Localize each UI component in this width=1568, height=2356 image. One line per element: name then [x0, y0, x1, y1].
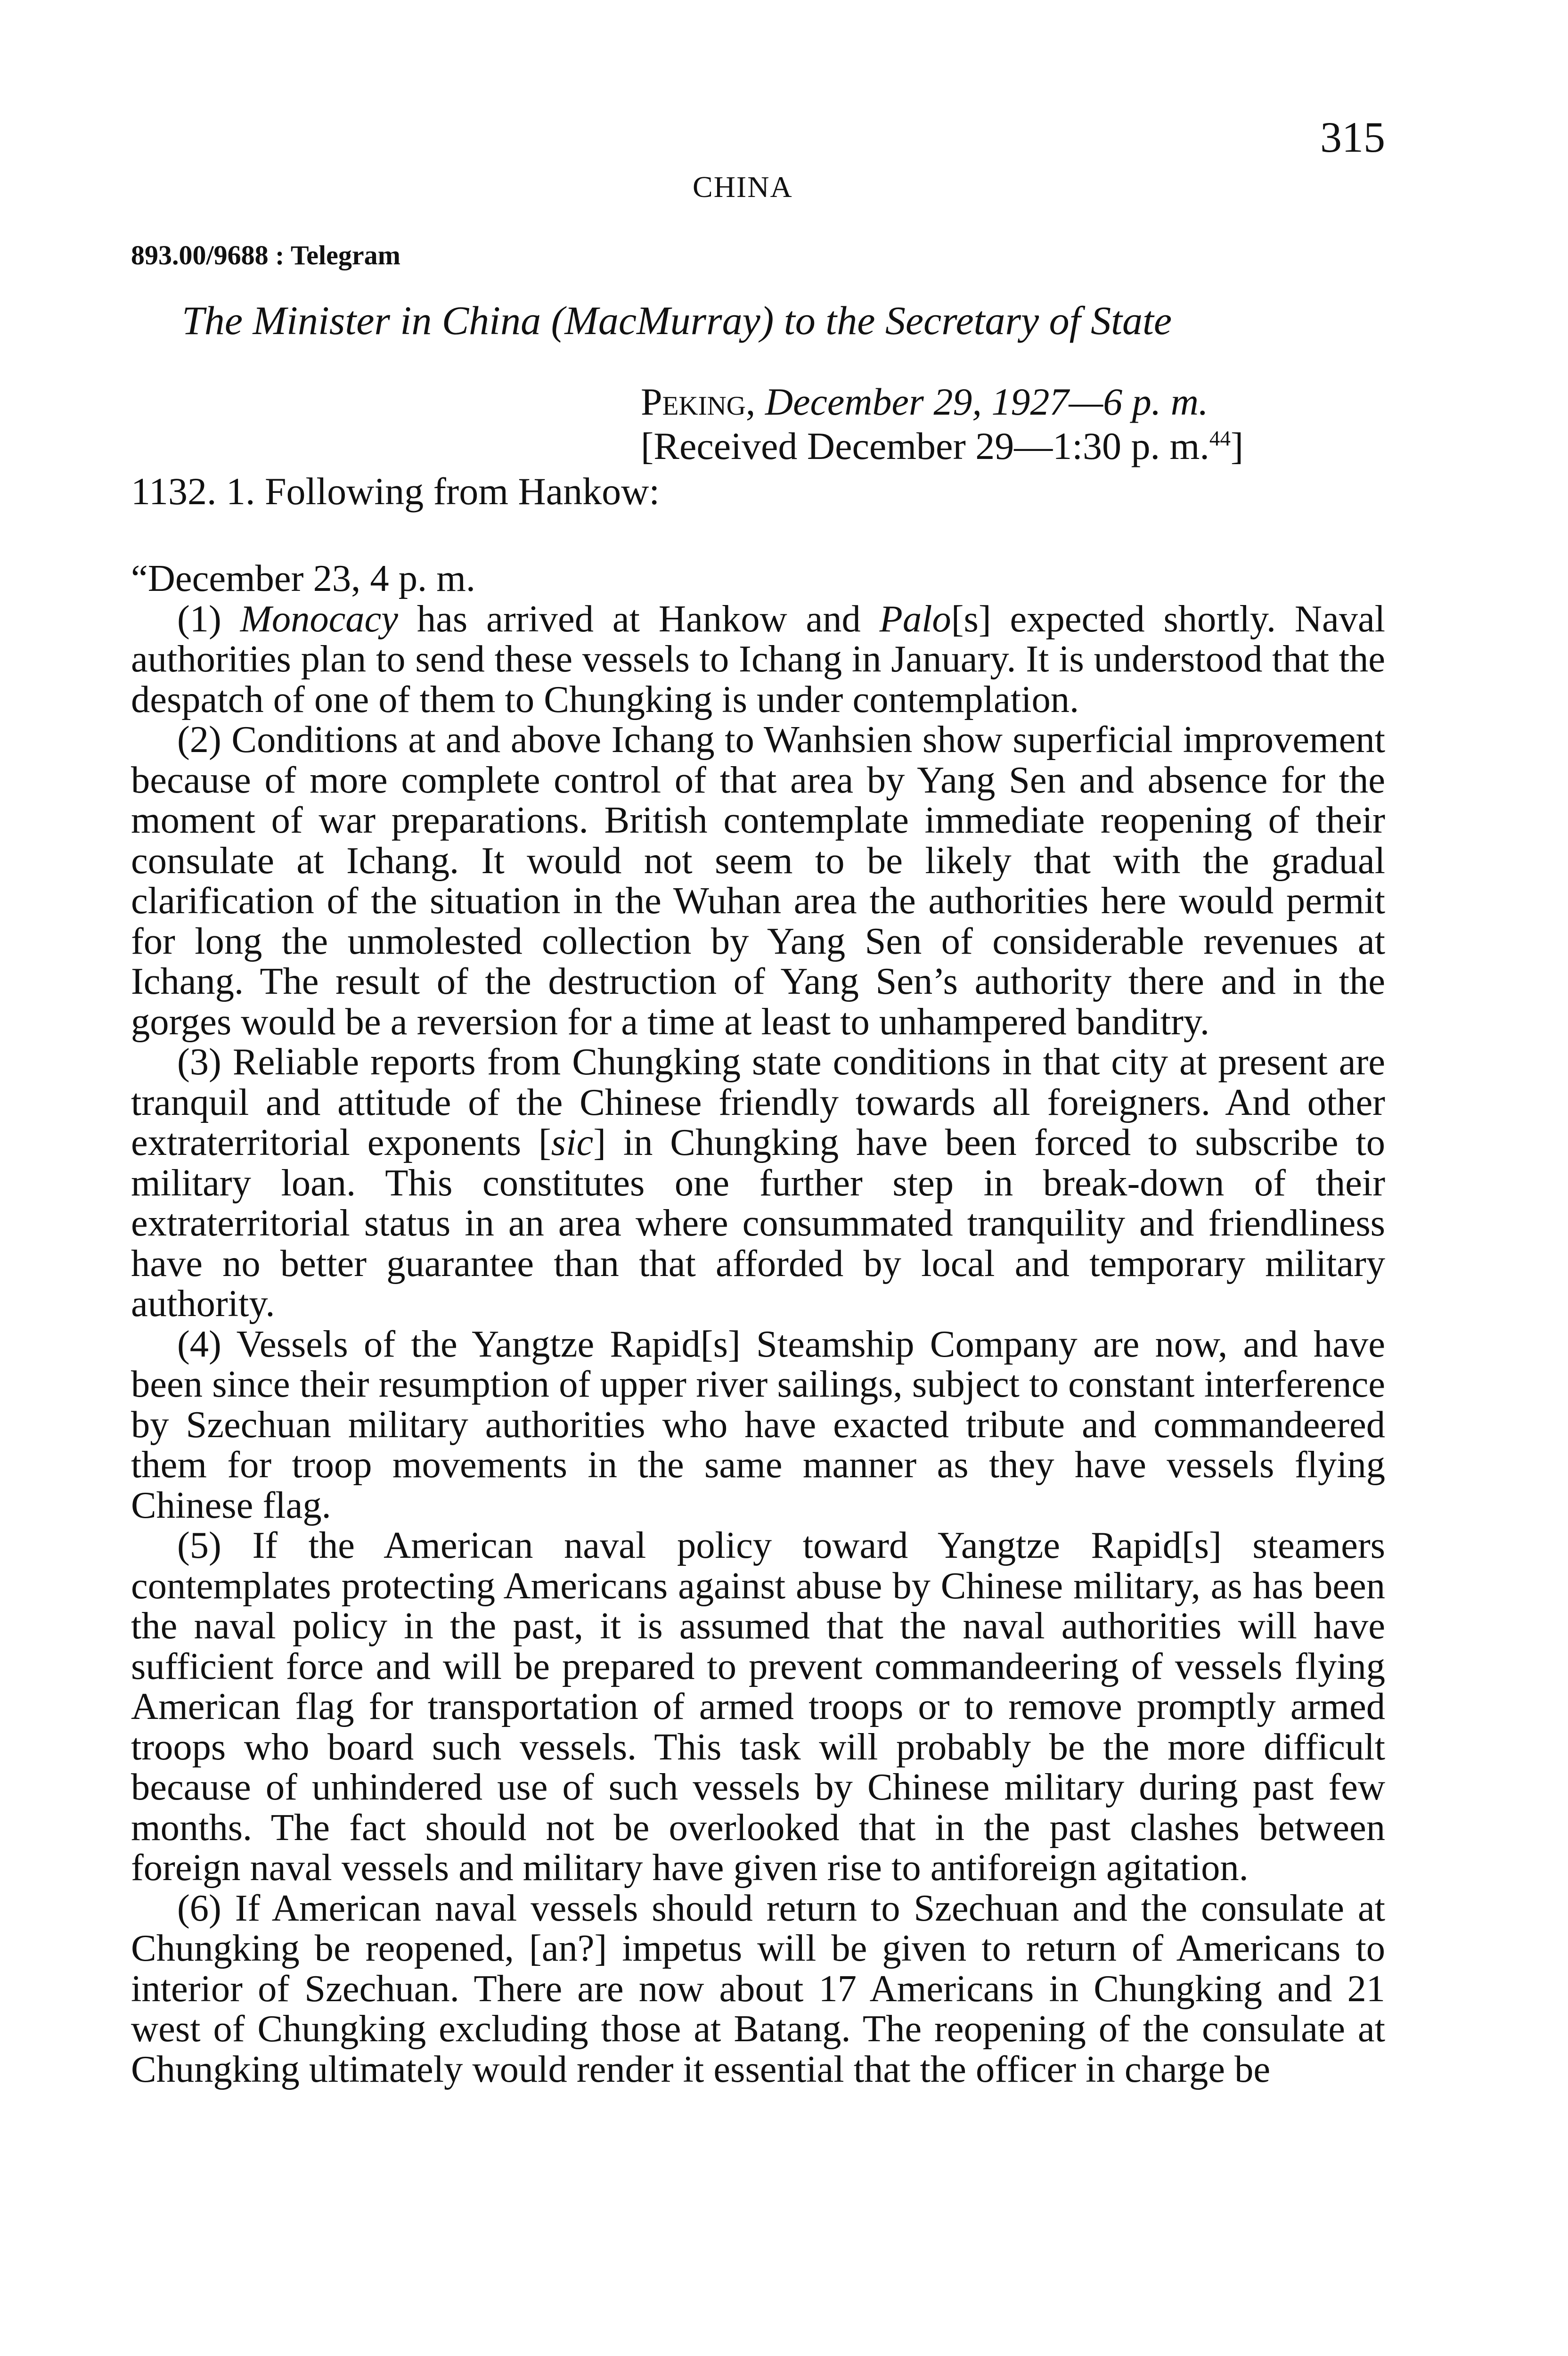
sic-note: sic	[551, 1121, 594, 1163]
running-head: CHINA	[693, 170, 793, 204]
paragraph-2: (2) Conditions at and above Ichang to Wanhsien show superficial improvement because of more complete control of that area by Yang Sen and absence for the moment of war preparations. British contemplate immediate reopening of their consulate at Ichang. It would not seem to be likely that with the gradual clarification of the situation in the Wuhan area the authorities here would permit for long the unmolested collection by Yang Sen of considerable revenues at Ichang. The result of the destruction of Yang Sen’s authority there and in the gorges would be a reversion for a time at least to unhampered banditry.	[131, 719, 1385, 1043]
page-number: 315	[1320, 113, 1385, 161]
received-close: ]	[1230, 425, 1244, 467]
paragraph-3: (3) Reliable reports from Chungking state conditions in that city at present are tranquil and attitude of the Chinese friendly towards all foreigners. And other extraterritorial exponents [sic] in Chungking have been forced to subscribe to military loan. This constitutes one further step in break-down of their extraterritorial status in an area where consummated tranquility and friendliness have no better guarantee than that afforded by local and temporary military authority.	[131, 1041, 1385, 1325]
paragraph-1-number: (1)	[177, 597, 221, 640]
paragraph-1: (1) Monocacy has arrived at Hankow and Palo[s] expected shortly. Naval authorities plan to send these vessels to Ichang in January. It is understood that the despatch of one of them to Chungking is under contemplation.	[131, 597, 1386, 720]
telegram-lead: 1132. 1. Following from Hankow:	[131, 470, 660, 513]
file-reference: 893.00/9688 : Telegram	[131, 240, 400, 270]
telegram-body	[131, 558, 1385, 2089]
paragraph-6: (6) If American naval vessels should return to Szechuan and the consulate at Chungking be reopened, [an?] impetus will be given to return of Americans to interior of Szechuan. There are now about 17 Americans in Chungking and 21 west of Chungking excluding those at Batang. The reopening of the consulate at Chungking ultimately would render it essential that the officer in charge be	[131, 1887, 1385, 2090]
dateline-date: December 29, 1927—6 p. m.	[765, 380, 1209, 423]
received-text: [Received December 29—1:30 p. m.	[641, 425, 1209, 467]
footnote-ref-marker: 44	[1209, 426, 1231, 450]
dateline-received	[641, 424, 1243, 468]
paragraph-5: (5) If the American naval policy toward Yangtze Rapid[s] steamers contemplates protecting Americans against abuse by Chinese military, as has been the naval policy in the past, it is assumed that the naval authorities will have sufficient force and will be prepared to prevent commandeering of vessels flying American flag for transportation of armed troops or to remove promptly armed troops who board such vessels. This task will probably be the more difficult because of unhindered use of such vessels by Chinese military during past few months. The fact should not be overlooked that in the past clashes between foreign naval vessels and military have given rise to antiforeign agitation.	[131, 1524, 1385, 1889]
dateline-sent	[641, 380, 1208, 424]
document-title: The Minister in China (MacMurray) to the Secretary of State	[182, 298, 1172, 343]
paragraph-4: (4) Vessels of the Yangtze Rapid[s] Steamship Company are now, and have been since their resumption of upper river sailings, subject to constant interference by Szechuan military authorities who have exacted tribute and commandeered them for troop movements in the same manner as they have vessels flying Chinese flag.	[131, 1323, 1385, 1526]
ship-name-monocacy: Monocacy	[240, 597, 399, 640]
ship-name-palos: Palo	[879, 597, 951, 640]
dateline-place: Peking,	[641, 380, 756, 423]
opening-line: “December 23, 4 p. m.	[131, 557, 475, 599]
